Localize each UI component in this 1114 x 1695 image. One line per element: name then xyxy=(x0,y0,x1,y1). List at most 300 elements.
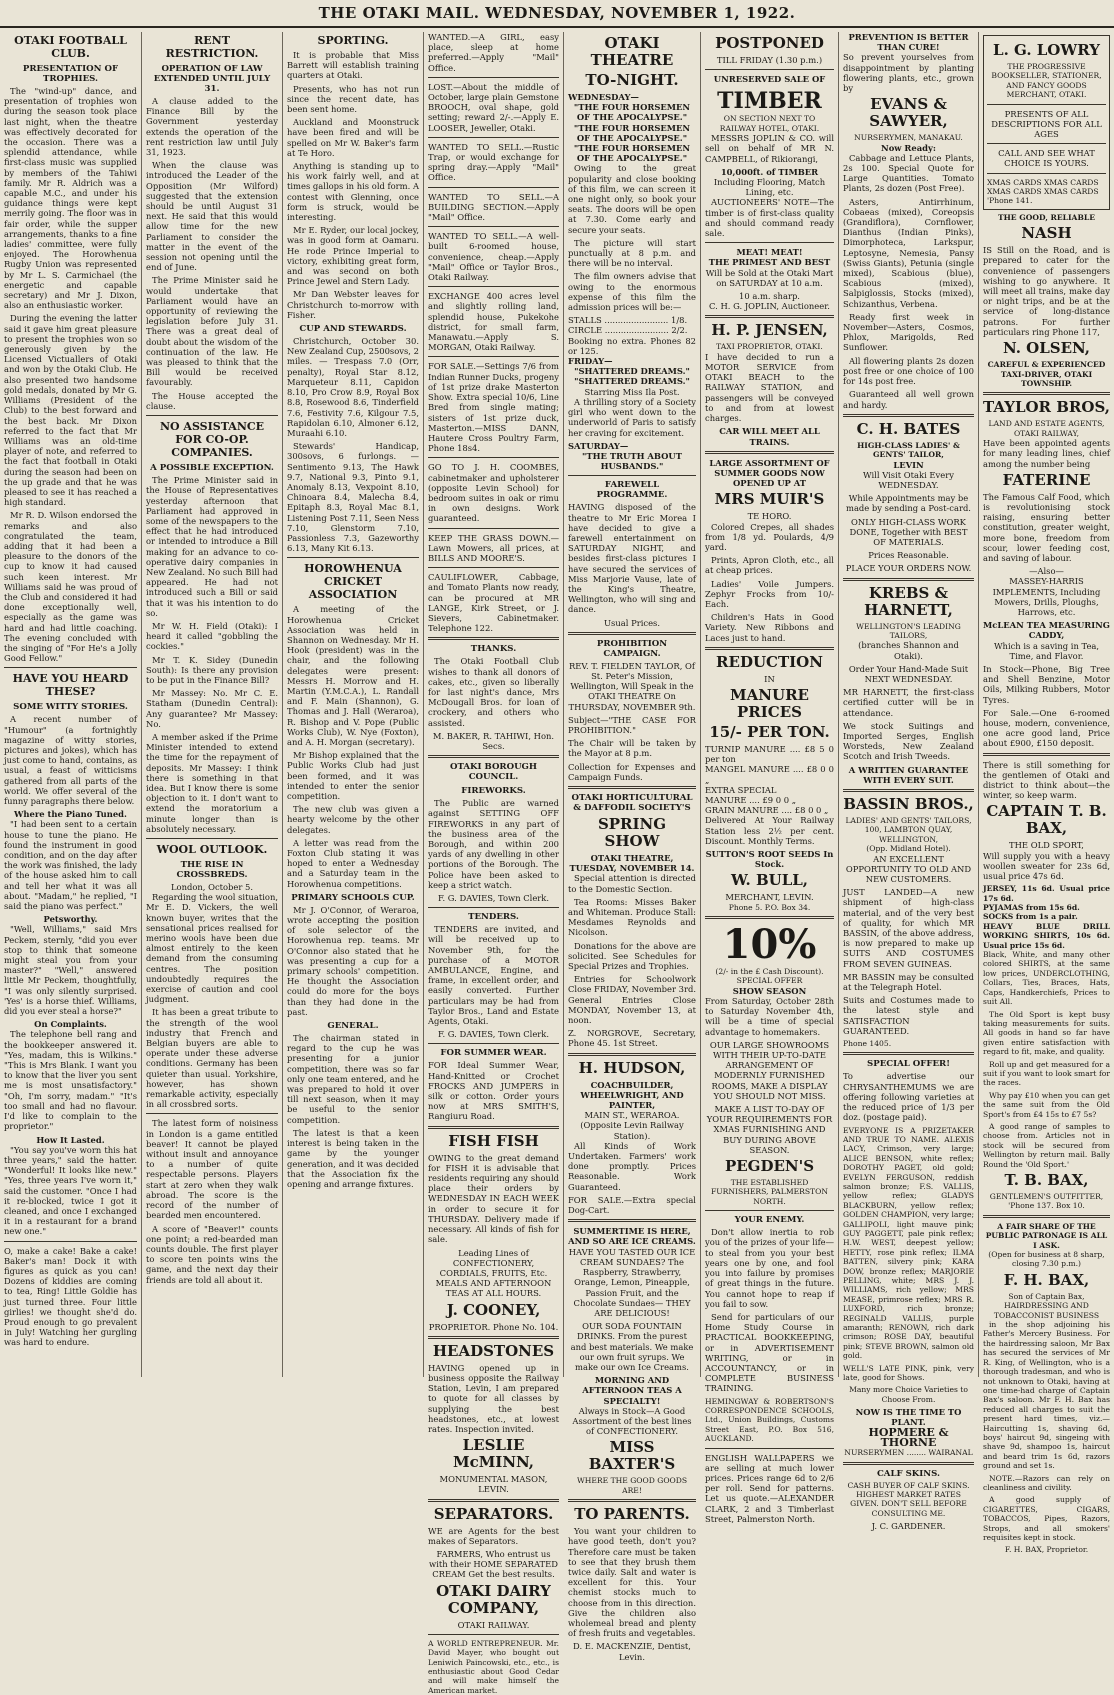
rent-paragraph: When the clause was introduced the Leader of the Opposition (Mr Wilford) suggested that the extension should be until August 31 next. He said that this would allow time for the new Parliament to consider the matter in the event of the session not opening until the end of June. xyxy=(146,160,278,273)
thanks-signature: M. BAKER, R. TAHIWI, Hon. Secs. xyxy=(432,730,555,751)
fhbax-subtitle: Son of Captain Bax, HAIRDRESSING AND TOBACCONIST BUSINESS xyxy=(993,1291,1100,1320)
dairy-subtitle: OTAKI RAILWAY. xyxy=(457,1619,530,1630)
fireworks-signature: F. G. DAVIES, Town Clerk. xyxy=(437,893,550,904)
tenders-heading: TENDERS. xyxy=(468,912,519,923)
complaints-paragraph: The telephone bell rang and the bookkeeper answered it. "Yes, madam, this is Wilkins." "This is Mrs Blank. I want you to know that the liver you sent me is most unsatisfactory." "Oh, I'm sorry, madam." "It's too small and had no flavour. I'd like to complain to the proprietor." xyxy=(4,1029,137,1132)
general-paragraph: The latest is that a keen interest is being taken in the game by the younger generation, and it was decided that the Association fix the opening and arrange fixtures. xyxy=(287,1127,419,1189)
show-paragraph: Entries for Schoolwork Close FRIDAY, November 3rd. General Entries Close MONDAY, November 13, at noon. xyxy=(568,974,697,1026)
bull-name: W. BULL, xyxy=(730,871,809,890)
primary-paragraph: Mr J. O'Connor, of Weraroa, wrote accepting the position of sole selector of the Horowhenua rep. teams. Mr O'Connor also stated that he was presenting a cup for a primary schools' competition. He thought the Association could do more for the boys than they had done in the past. xyxy=(287,904,419,1017)
friday-star: Starring Miss Ila Post. xyxy=(584,386,680,397)
theatre-heading: OTAKI THEATRE xyxy=(590,34,674,69)
coop-paragraph: Mr W. H. Field (Otaki): I heard it called "gobbling the cockies." xyxy=(146,620,278,652)
column-7 xyxy=(838,32,978,1532)
faterine-paragraph: The Famous Calf Food, which is revolutionising stock raising, ensuring better constitution, greater weight, more bone, freedom from scour, lower feeding cost, and saving of labour. xyxy=(983,491,1110,563)
classified-ad: EXCHANGE 400 acres level and slightly rolling land, splendid house, Pukekohe district, for small farm, Manawatu.—Apply S. MORGAN, Otaki Railway. xyxy=(428,291,559,353)
theatre-paragraph: The picture will start punctually at 8 p.m. and there will be no interval. xyxy=(568,237,696,269)
separators-heading: SEPARATORS. xyxy=(433,1504,554,1523)
column-3 xyxy=(282,32,423,1377)
wells-paragraph: WELL'S LATE PINK, pink, very late, good for Shows. xyxy=(843,1363,974,1383)
divider xyxy=(428,1126,559,1129)
show-heading: OTAKI HORTICULTURAL & DAFFODIL SOCIETY'S xyxy=(571,792,693,813)
cricket-paragraph: A meeting of the Horowhenua Cricket Association was held in Shannon on Wednesday. Mr H. Hook (president) was in the chair, and the following delegates were present: Messrs H. Morrow and H. Martin (Y.M.C.A.), L. Randall and F. Main (Shannon), G. Thomas and J. Hall (Weraroa), R. Bishop and V. Pope (Public Works Club), W. Nye (Foxton), and A. H. Morgan (secretary). xyxy=(287,604,419,747)
farewell-heading: FAREWELL PROGRAMME. xyxy=(596,480,668,501)
bloom-paragraph: Ready first week in November—Asters, Cosmos, Phlox, Marigolds, Red Sunflower. xyxy=(843,311,974,353)
cup-subhead: CUP AND STEWARDS. xyxy=(299,324,407,335)
spring-show-title: SPRING SHOW xyxy=(597,814,667,850)
lowry-ad xyxy=(983,35,1110,210)
lowry-subtitle: THE PROGRESSIVE BOOKSELLER, STATIONER, AND FANCY GOODS MERCHANT, OTAKI. xyxy=(991,62,1102,100)
rent-subhead: OPERATION OF LAW EXTENDED UNTIL JULY 31. xyxy=(153,64,271,94)
instock-paragraph: In Stock—Phone, Big Tree and Shell Benzine, Motor Oils, Milking Rubbers, Motor Tyres. xyxy=(983,663,1110,705)
divider xyxy=(146,415,278,416)
fhbax-paragraph: in the shop adjoining his Father's Mercery Business. For the hairdressing saloon, Mr Bax has secured the services of Mr R. King, of Wellington, who is a thorough tradesman, and who is not unknown to Otaki, having at one time-had charge of Captain Bax's saloon. Mr F. H. Bax has reduced all charges to suit the present hard times, viz.—Haircutting 1s, shaving 6d, boys' haircut 9d, singeing with shave 9d, shampoo 1s, haircut and beard trim 1s 6d, razors ground and set 1s. xyxy=(983,1320,1110,1471)
coop-paragraph: The Prime Minister said in the House of Representatives yesterday afternoon that Parliament had approved in some of the newspapers to the effect that he had introduced or intended to introduce a Bill making for an advance to co-operative dairy companies in New Zealand. No such Bill had appeared. He had not introduced such a Bill or said that it was his intention to do so. xyxy=(146,475,278,618)
hemingway-paragraph: Send for particulars of our Home Study Course in PRACTICAL BOOKKEEPING, or in ADVERTISEMENT WRITING, or in ACCOUNTANCY, or in COMPLETE BUSINESS TRAINING. xyxy=(705,1311,834,1394)
timber-includes: Including Flooring, Match Lining, etc. xyxy=(713,177,826,198)
divider xyxy=(568,786,696,789)
cricket-paragraph: A letter was read from the Foxton Club stating it was hoped to enter a Wednesday and a Saturday team in the Horowhenua competitions. xyxy=(287,837,419,889)
column-6 xyxy=(700,32,838,1524)
krebs-subtitle: WELLINGTON'S LEADING TAILORS, xyxy=(856,621,961,640)
show-when: OTAKI THEATRE, TUESDAY, NOVEMBER 14. xyxy=(569,852,695,874)
bassin-subtitle: LADIES' AND GENTS' TAILORS, 100, LAMBTON QUAY, WELLINGTON, xyxy=(845,816,972,844)
krebs-paragraph: We stock Suitings and Imported Serges, English Worsteds, New Zealand Scotch and Irish Tweeds. xyxy=(843,720,974,762)
muir-paragraph: Colored Crepes, all shades from 1/8 yd. Poulards, 4/9 yard. xyxy=(705,521,834,552)
prohibition-collection: Collection for Expenses and Campaign Funds. xyxy=(568,761,696,782)
rent-paragraph: The House accepted the clause. xyxy=(146,390,278,411)
pyjamas-line: PYJAMAS from 15s 6d. xyxy=(983,903,1080,913)
coop-headline: NO ASSISTANCE FOR CO-OP. COMPANIES. xyxy=(159,420,265,460)
divider xyxy=(428,1634,559,1635)
manure-price-row: TURNIP MANURE .... £8 5 0 per ton xyxy=(705,743,834,765)
coop-paragraph: Mr Massey: No. Mr C. E. Statham (Dunedin Central): Any guarantee? Mr Massey: No. xyxy=(146,688,278,729)
summer-heading: FOR SUMMER WEAR. xyxy=(440,1048,547,1059)
hopmere-subtitle: NURSERYMEN ........ WAIRANAL xyxy=(844,1448,973,1458)
borough-heading: OTAKI BOROUGH COUNCIL. xyxy=(449,762,538,783)
oldsport-paragraph: The Old Sport is kept busy taking measurements for suits. All goods in hand so far have given entire satisfaction with regard to fit, make, and quality. xyxy=(983,1009,1110,1057)
captain-paragraph: Will supply you with a heavy woollen sweater for 23s 6d, usual price 47s 6d. xyxy=(983,850,1110,882)
krebs-paragraph: MR HARNETT, the first-class certified cutter will be in attendance. xyxy=(843,687,974,718)
divider xyxy=(983,392,1110,395)
friday-feature: "SHATTERED DREAMS." xyxy=(574,376,690,387)
wool-dateline: London, October 5. xyxy=(170,882,254,892)
classified-ad: FOR SALE.—Settings 7/6 from Indian Runner Ducks, progeny of 1st prize drake Masterton Show. Extra special 10/6, Line Bred from single mating; sisters of 1st prize duck, Masterton.—MISS DANN, Hautere Cross Poultry Farm, Phone 18s4. xyxy=(428,361,559,454)
manure-price-row: EXTRA SPECIAL xyxy=(705,784,777,795)
column-4 xyxy=(423,32,563,1695)
divider xyxy=(983,1215,1110,1218)
column-5 xyxy=(563,32,700,1662)
olsen-subtitle: CAREFUL & EXPERIENCED TAXI-DRIVER, OTAKI TOWNSHIP. xyxy=(987,360,1106,388)
divider xyxy=(428,187,559,188)
bassin-name: BASSIN BROS., xyxy=(843,795,974,813)
divider xyxy=(843,1052,974,1055)
divider xyxy=(4,1241,137,1242)
flowers-paragraph: Asters, Antirrhinum, Cobaeas (mixed), Coreopsis (Grandiflora), Cornflower, Dianthus (Indian Pinks), Dimorphoteca, Larkspur, Leptosyne, Nemesia, Pansy (Swiss Giants), Petunia (single mixed), Scabious (blue), Scabious (mixed), Salpiglossis, Stocks (mixed), Schizanthus, Verbena. xyxy=(843,196,974,309)
pegden-name: PEGDEN'S xyxy=(724,1157,815,1176)
jensen-trains: CAR WILL MEET ALL TRAINS. xyxy=(719,426,820,447)
wool-paragraph: Regarding the wool situation, Mr E. D. Vickers, the well known buyer, writes that the sensational prices realised for merino wools have been due almost entirely to the keen demand from the consuming centres. The position undoubtedly requires the exercise of caution and cool judgment. xyxy=(146,892,278,1005)
primary-subhead: PRIMARY SCHOOLS CUP. xyxy=(291,892,415,903)
lowry-xmas: XMAS CARDS XMAS CARDS xyxy=(987,187,1099,197)
tbbax-subtitle: GENTLEMEN'S OUTFITTER, 'Phone 137. Box 10. xyxy=(989,1192,1104,1211)
column-2 xyxy=(141,32,282,1377)
divider xyxy=(705,69,834,70)
divider xyxy=(987,143,1106,144)
prime-paragraph: Will be Sold at the Otaki Mart on SATURDAY at 10 a.m. xyxy=(705,267,834,288)
friday-paragraph: A thrilling story of a Society girl who went down to the underworld of Paris to satisfy her craving for excitement. xyxy=(568,396,696,438)
football-paragraph: The "wind-up" dance, and presentation of trophies won during the season took place last night, when the theatre was effectively decorated for the occasion. There was a splendid attendance, while first-class music was supplied by members of the Tahiwi family. Mr R. Aldrich was a capable M.C., and under his guidance things were kept merrily going. The floor was in fair order, while the supper arrangements, thanks to a fine ladies' committee, were fully enjoyed. The Horowhenua Rugby Union was represented by Mr L. S. Carmichael (the energetic and capable secretary) and Mr J. Dixon, also an enthusiastic worker. xyxy=(4,86,137,311)
divider xyxy=(705,315,834,318)
hudson-name: H. HUDSON, xyxy=(578,1058,686,1077)
classified-ad: KEEP THE GRASS DOWN.—Lawn Mowers, all prices, at BILLS AND MOORE'S. xyxy=(428,532,559,563)
cooney-name: J. COONEY, xyxy=(446,1300,541,1319)
ten-percent: 10% xyxy=(722,921,817,968)
divider xyxy=(843,1462,974,1465)
fhbax-signature: F. H. BAX, Proprietor. xyxy=(1004,1545,1089,1555)
divider xyxy=(428,528,559,529)
lowry-xmas: XMAS CARDS XMAS CARDS xyxy=(987,177,1099,187)
wednesday-label: WEDNESDAY— xyxy=(568,92,639,102)
tenders-signature: F. G. DAVIES, Town Clerk. xyxy=(437,1029,550,1040)
bloom-paragraph: All flowering plants 2s dozen post free or one choice of 100 for 14s post free. xyxy=(843,355,974,387)
show-paragraph: Tea Rooms: Misses Baker and Whiteman. Produce Stall: Mesdames Reynolds and Nicolson. xyxy=(568,896,696,938)
krebs-name: KREBS & HARNETT, xyxy=(864,583,953,619)
divider xyxy=(428,286,559,287)
fireworks-heading: FIREWORKS. xyxy=(461,786,526,797)
ten-percent-subtitle: (2/- in the £ Cash Discount). SPECIAL OFFER xyxy=(715,967,824,986)
show-dates: From Saturday, October 28th to Saturday November 4th, will be a time of special advantage to homemakers. xyxy=(705,996,834,1037)
always-paragraph: Always in Stock—A Good Assortment of the best lines of CONFECTIONERY. xyxy=(572,1405,692,1437)
saturday-label: SATURDAY— xyxy=(568,440,629,451)
jensen-paragraph: I have decided to run a MOTOR SERVICE from OTAKI BEACH to the RAILWAY STATION, and passengers will be conveyed to and from at lowest charges. xyxy=(705,351,834,424)
prime-heading: THE PRIMEST AND BEST xyxy=(708,257,831,268)
sporting-headline: SPORTING. xyxy=(317,34,389,47)
bassin-paragraph: AN EXCELLENT OPPORTUNITY TO OLD AND NEW CUSTOMERS. xyxy=(845,853,972,885)
bassin-paragraph: MR BASSIN may be consulted at the Telegraph Hotel. xyxy=(843,971,974,993)
rent-paragraph: The Prime Minister said he would undertake that Parliament would have an opportunity of reviewing the legislation before July 31. There was a great deal of doubt about the wisdom of the continuation of the law. He was pleased to think that the Bill would be received favourably. xyxy=(146,275,278,388)
wool-subhead: THE RISE IN CROSSBREDS. xyxy=(176,860,248,880)
wool-headline: WOOL OUTLOOK. xyxy=(156,843,268,856)
divider xyxy=(843,578,974,581)
in-word: IN xyxy=(764,673,775,684)
lowry-call: CALL AND SEE WHAT CHOICE IS YOURS. xyxy=(998,148,1095,169)
prevention-paragraph: So prevent yourselves from disappointment by planting flowering plants, etc., grown by xyxy=(843,52,974,94)
hudson-subtitle: COACHBUILDER, WHEELWRIGHT, AND PAINTER, xyxy=(580,1079,684,1111)
mclean-heading: McLEAN TEA MEASURING CADDY, xyxy=(983,620,1110,641)
parents-heading: TO PARENTS. xyxy=(574,1505,690,1524)
mcminn-name: LESLIE McMINN, xyxy=(452,1436,535,1472)
divider xyxy=(4,667,137,668)
sundaes-paragraph: HAVE YOU TASTED OUR ICE CREAM SUNDAES? The Raspberry, Strawberry, Orange, Lemon, Pineapple, Passion Fruit, and the Chocolate Sundaes— THEY ARE DELICIOUS! xyxy=(568,1246,696,1318)
dairy-name: OTAKI DAIRY COMPANY, xyxy=(436,1581,551,1617)
column-8 xyxy=(978,32,1114,1555)
classified-ad: WANTED.—A GIRL, easy place, sleep at home preferred.—Apply "Mail" Office. xyxy=(428,32,559,73)
piano-paragraph: "I had been sent to a certain house to tune the piano. He found the instrument in good condition, and on the day after the work was finished, the lady of the house asked him to call and tell her what it was all about. "Madam," he replied, "I said the piano was perfect." xyxy=(4,819,137,912)
divider xyxy=(428,637,559,640)
theatre-paragraph: Owing to the great popularity and close booking of this film, we can screen it one night only, so book your seats. The doors will be open at 7.30. Come early and secure your seats. xyxy=(568,163,696,235)
black-paragraph: Black, White, and many other colored SHIRTS, at the same low prices, UNDERCLOTHING, Collars, Ties, Braces, Hats, Caps, Handkerchiefs, Prices to suit All. xyxy=(983,950,1110,1007)
divider xyxy=(428,1499,559,1502)
also-label: —Also— xyxy=(1029,566,1064,577)
thanks-paragraph: The Otaki Football Club wishes to thank all donors of cakes, etc., given so liberally for last night's dance, Mrs McDougall Bros. for loan of crockery, and others who assisted. xyxy=(428,656,559,728)
sporting-paragraph: Mr Dan Webster leaves for Christchurch to-morrow with Fisher. xyxy=(287,289,419,320)
lasted-paragraph: "You say you've worn this hat three years," said the hatter. "Wonderful! It looks like new." "Yes, three years I've worn it," said the customer. "Once I had it re-blocked, twice I got it cleaned, and once I exchanged it in a restaurant for a brand new one." xyxy=(4,1144,137,1237)
written-guarantee: A WRITTEN GUARANTEE WITH EVERY SUIT. xyxy=(848,764,969,785)
divider xyxy=(428,1336,559,1339)
coop-paragraph: Mr T. K. Sidey (Dunedin South): Is there any provision to be put in the Finance Bill? xyxy=(146,654,278,685)
bates-levin: LEVIN xyxy=(893,459,924,470)
classified-ad: WANTED TO SELL.—A BUILDING SECTION.—Apply "Mail" Office. xyxy=(428,191,559,223)
pets-heading: Petsworthy. xyxy=(43,914,98,925)
evans-name: EVANS & SAWYER, xyxy=(869,95,948,131)
headstones-paragraph: HAVING opened up in business opposite the Railway Station, Levin, I am prepared to quote for all classes by supplying the best headstones, etc., at lowest rates. Inspection invited. xyxy=(428,1362,559,1434)
football-paragraph: During the evening the latter said it gave him great pleasure to present the trophies won so generously given by the Licensed Victuallers of Otaki and won by the Otaki Club. He also presented two handsome gold medals, donated by Mr G. Williams (President of the Club) to the best forward and the best back. Mr Dixon referred to the fact that Mr Williams was an old-time player of note, and referred to the fact that football in Otaki during the season had been on the up grade and that he was pleased to see it has reached a high standard. xyxy=(4,313,137,508)
friday-feature: "SHATTERED DREAMS." xyxy=(574,366,690,377)
parents-paragraph: You want your children to have good teeth, don't you? Therefore care must be taken to see that they brush them twice daily. Salt and water is excellent for this. Your chemist stocks much to choose from in this direction. Give the children also wholemeal bread and plenty of fresh fruits and vegetables. xyxy=(568,1526,696,1639)
cup-paragraph: Christchurch, October 30. New Zealand Cup, 2500sovs, 2 miles. — Trespass 7.0 (Orr, penalty), Royal Star 8.12, Marqueteur 8.11, Capidon 8.10, Pro Crow 8.9, Royal Box 8.8, Rosewood 8.6, Tinderfield 7.6, Festivity 7.6, Kilgour 7.5, Rapidolan 6.10, Almoner 6.12, Muraahi 6.10. xyxy=(287,336,419,438)
jersey-line: JERSEY, 11s 6d. Usual price 17s 6d. xyxy=(983,884,1110,903)
witty-subhead: SOME WITTY STORIES. xyxy=(13,702,128,713)
bassin-phone: Phone 1405. xyxy=(843,1039,892,1049)
divider xyxy=(568,632,696,635)
sporting-paragraph: Presents, who has not run since the recent date, has been sent home. xyxy=(287,83,419,115)
bates-paragraph: PLACE YOUR ORDERS NOW. xyxy=(845,563,972,574)
coop-paragraph: A member asked if the Prime Minister intended to extend the time for the repayment of deposits. Mr Massey: I think there is something in that idea. But I know there is some objection to it. I don't want to extend the moratorium a minute longer than is absolutely necessary. xyxy=(146,731,278,834)
manure-heading: MANURE PRICES xyxy=(730,685,809,721)
fountain-paragraph: OUR SODA FOUNTAIN DRINKS. From the purest and best materials. We make our own fruit syrups. We make our own Ice Creams. xyxy=(570,1321,694,1372)
massey-paragraph: MASSEY-HARRIS IMPLEMENTS, Including Mowers, Drills, Ploughs, Harrows, etc. xyxy=(992,576,1101,617)
taylor-paragraph: Have been appointed agents for many leading lines, chief among the number being xyxy=(983,438,1110,469)
general-subhead: GENERAL. xyxy=(327,1021,379,1032)
complaints-heading: On Complaints. xyxy=(34,1019,107,1030)
nash-heading: THE GOOD, RELIABLE xyxy=(997,212,1095,222)
taylor-name: TAYLOR BROS, xyxy=(983,398,1110,417)
divider xyxy=(428,77,559,78)
supply-paragraph: A good supply of CIGARETTES, CIGARS, TOBACCOS, Pipes, Razors, Strops, and all smokers' requisites kept in stock. xyxy=(983,1495,1110,1543)
bates-paragraph: Prices Reasonable. xyxy=(868,550,949,561)
bates-subtitle: HIGH-CLASS LADIES' & GENTS' TAILOR, xyxy=(857,440,960,460)
football-subhead: PRESENTATION OF TROPHIES. xyxy=(22,64,119,84)
headstones-heading: HEADSTONES xyxy=(432,1341,555,1360)
nash-name: NASH xyxy=(1021,224,1072,243)
something-paragraph: There is still something for the gentlemen of Otaki and district to think about—the winter, so keep warm. xyxy=(983,759,1110,801)
wallpapers-paragraph: ENGLISH WALLPAPERS we are selling at much lower prices. Prices range 6d to 2/6 per roll. Send for patterns. Let us quote.—ALEXANDER CLARK, 2 and 3 Timberlast Street, Palmerston North. xyxy=(705,1452,834,1524)
plant-now: NOW IS THE TIME TO PLANT. xyxy=(855,1407,962,1428)
pets-paragraph: "Well, Williams," said Mrs Peckem, sternly, "did you ever stop to think that someone might steal you from your master?" "Well," answered little Mr Peckem, thoughtfully, "I was only silently surprised. 'Yes' is a horse thief. Williams, did you ever steal a horse?" xyxy=(4,924,137,1017)
drill-line: HEAVY BLUE DRILL WORKING SHIRTS, 10s 6d. Usual price 15s 6d. xyxy=(983,921,1110,950)
divider xyxy=(428,567,559,568)
chrysanthemum-list: EVERYONE IS A PRIZETAKER AND TRUE TO NAME. ALEXIS LACY, Crimson, very large; ALICE BENSON, white reflex; DOROTHY PAGET, old gold; EVELYN FERGUSON, reddish salmon bronze; F.S. VALLIS, yellow reflex; GLADYS BLACKBURN, yellow reflex; GOLDEN CHAMPION, very large; GALLIPOLI, light mauve pink; GUY PAGGETT, pale pink reflex; H.W. WEST, deepest yellow; HETTY, rose pink reflex; ILMA BATTEN, silvery pink; KARA DOW, bronze reflex; MARJORIE PELLING, white; MRS J. J. WILLIAMS, rich yellow; MRS MEASE, primrose reflex; MRS R. LUXFORD, rich bronze; REGINALD VALLIS, purple amaranth; RENOWN, rich dark crimson; ROSE DAY, beautiful pink; STEVE BROWN, salmon old gold. xyxy=(843,1125,974,1361)
summer-paragraph: FOR Ideal Summer Wear, Hand-Knitted or Crochet FROCKS AND JUMPERS in silk or cotton. Order yours now at MRS SMITH'S, Rangiuru Road. xyxy=(428,1060,559,1122)
meat-heading: MEAT! MEAT! xyxy=(736,247,803,258)
tenders-paragraph: TENDERS are invited, and will be received up to November 9th, for the purchase of a MOTOR AMBULANCE, Engine, and frame, in excellent order, and easily converted. Further particulars may be had from Taylor Bros., Land and Estate Agents, Otaki. xyxy=(428,924,559,1027)
hudson-address: MAIN ST., WERAROA. (Opposite Levin Railway Station). xyxy=(580,1110,684,1141)
divider xyxy=(983,753,1110,756)
prohibition-paragraph: REV. T. FIELDEN TAYLOR, Of St. Peter's Mission, Wellington, Will Speak in the OTAKI THEATRE On THURSDAY, NOVEMBER 9th. xyxy=(568,660,696,712)
bassin-paragraph: JUST LANDED—A new shipment of high-class material, and of the very best of quality, for which MR BASSIN, of the above address, is now prepared to make up SUITS AND COSTUMES FROM SEVEN GUINEAS. xyxy=(843,887,974,969)
fish-heading: FISH FISH xyxy=(448,1131,539,1150)
baxter-subtitle: WHERE THE GOOD GOODS ARE! xyxy=(576,1476,688,1495)
hopmere-name: HOPMERE & THORNE xyxy=(868,1425,949,1449)
morning-teas: MORNING AND AFTERNOON TEAS A SPECIALTY! xyxy=(582,1375,682,1406)
evans-subtitle: NURSERYMEN, MANAKAU. xyxy=(854,133,963,143)
wool-paragraph: The latest form of noisiness in London is a game entitled beaver! It cannot be played without insult and annoyance to a number of quite respectable persons. Players start at zero when they walk abroad. The score is the record of the number of bearded men encountered. xyxy=(146,1118,278,1221)
postponed-heading: POSTPONED xyxy=(715,34,824,52)
jensen-name: H. P. JENSEN, xyxy=(711,321,828,340)
witty-headline: HAVE YOU HEARD THESE? xyxy=(12,672,129,699)
show-season: SHOW SEASON xyxy=(732,985,807,996)
fish-paragraph: OWING to the great demand for FISH it is advisable that residents requiring any should place their orders by WEDNESDAY IN EACH WEEK in order to secure it for THURSDAY. Delivery made if necessary. All kinds of fish for sale. xyxy=(428,1152,559,1245)
stalls-price: STALLS ........................ 1/8. xyxy=(568,315,688,326)
olsen-name: N. OLSEN, xyxy=(1002,339,1091,358)
piano-heading: Where the Piano Tuned. xyxy=(14,809,127,820)
sporting-paragraph: Mr E. Ryder, our local jockey, was in good form at Oamaru. He rode Prince Imperial to victory, exhibiting great form, and was second on both Prince Jewel and Stern Lady. xyxy=(287,225,419,287)
masthead: THE OTAKI MAIL. WEDNESDAY, NOVEMBER 1, 1922. xyxy=(0,4,1114,28)
divider xyxy=(705,1210,834,1211)
pegden-subtitle: THE ESTABLISHED FURNISHERS, PALMERSTON NORTH. xyxy=(711,1178,828,1206)
thanks-heading: THANKS. xyxy=(470,644,517,655)
farewell-paragraph: HAVING disposed of the theatre to Mr Eric Morea I have decided to give a farewell entertainment on SATURDAY NIGHT, and besides first-class pictures I have secured the services of Miss Marjorie Vause, late of the King's Theatre, Wellington, who will sing and dance. xyxy=(568,502,696,615)
classified-ad: WANTED TO SELL.—Rustic Trap, or would exchange for spring dray.—Apply "Mail" Office. xyxy=(428,141,559,183)
saturday-feature: "THE TRUTH ABOUT HUSBANDS." xyxy=(582,450,682,472)
football-paragraph: Mr R. D. Wilson endorsed the remarks and also congratulated the team, adding that it had been a pleasure to the donors of the cup to know it had caused such keen interest. Mr Williams said he was proud of the Club and considered it had done exceptionally well, especially as the game was hard and had little coaching. The evening concluded with the singing of "For He's a Jolly Good Fellow." xyxy=(4,510,137,664)
lowry-presents: PRESENTS OF ALL DESCRIPTIONS FOR ALL AGES xyxy=(991,108,1102,140)
cabbage-paragraph: Cabbage and Lettuce Plants, 2s 100. Special Quote for Large Quantities. Tomato Plants, 2s dozen (Post Free). xyxy=(843,152,974,194)
taylor-subtitle: LAND AND ESTATE AGENTS, OTAKI RAILWAY, xyxy=(988,419,1105,438)
tbbax-name: T. B. BAX, xyxy=(1004,1171,1089,1190)
bates-paragraph: ONLY HIGH-CLASS WORK DONE, Together with BEST OF MATERIALS. xyxy=(849,516,968,547)
sutton-seeds: SUTTON'S ROOT SEEDS In Stock. xyxy=(705,848,834,870)
auctioneers-note: AUCTIONEERS' NOTE—The timber is of first-class quality and should command ready sale. xyxy=(705,197,834,239)
friday-label: FRIDAY— xyxy=(568,356,613,367)
mclean-paragraph: Which is a saving in Tea, Time, and Flavor. xyxy=(993,640,1100,661)
now-ready: Now Ready: xyxy=(881,142,936,153)
per-ton: 15/- PER TON. xyxy=(709,722,830,741)
divider xyxy=(428,907,559,908)
show-paragraph: Special attention is directed to the Domestic Section. xyxy=(568,873,696,894)
muir-paragraph: Prints, Apron Cloth, etc., all at cheap prices. xyxy=(705,555,834,576)
showrooms-paragraph: OUR LARGE SHOWROOMS WITH THEIR UP-TO-DATE ARRANGEMENT OF MODERNLY FURNISHED ROOMS, MAKE A DISPLAY YOU SHOULD NOT MISS. xyxy=(709,1039,830,1101)
booking-note: Booking no extra. Phones 82 or 125. xyxy=(568,335,696,356)
prohibition-heading: PROHIBITION CAMPAIGN. xyxy=(596,638,668,659)
divider xyxy=(987,173,1106,174)
jensen-subtitle: TAXI PROPRIETOR, OTAKI. xyxy=(716,342,823,352)
rent-headline: RENT RESTRICTION. xyxy=(165,34,259,60)
wool-paragraph: It has been a great tribute to the strength of the wool industry that French and Belgian buyers are able to operate under these adverse conditions. Germany has been quieter than usual. Yorkshire, however, has shown remarkable activity, especially in all crossbred sorts. xyxy=(146,1007,278,1110)
divider xyxy=(428,755,559,758)
joplin-signature: C. H. G. JOPLIN, Auctioneer. xyxy=(709,301,830,312)
reduction-heading: REDUCTION xyxy=(716,652,823,671)
muir-name: MRS MUIR'S xyxy=(714,490,825,509)
manure-price-row: GRAIN MANURE .... £8 0 0 „ xyxy=(705,805,829,816)
delivered-note: Delivered At Your Railway Station less 2½ per cent. Discount. Monthly Terms. xyxy=(705,815,834,846)
bates-paragraph: Will Visit Otaki Every WEDNESDAY. xyxy=(863,469,954,490)
bates-name: C. H. BATES xyxy=(856,419,961,438)
calf-heading: CALF SKINS. xyxy=(876,1468,941,1479)
captain-subtitle: THE OLD SPORT, xyxy=(1009,840,1084,851)
faterine-name: FATERINE xyxy=(1002,470,1091,489)
norgrove-signature: Z. NORGROVE, Secretary, Phone 45. 1st Street. xyxy=(568,1028,696,1049)
special-offer-heading: SPECIAL OFFER! xyxy=(867,1059,950,1070)
sporting-paragraph: Anything is standing up to his work fairly well, and at times gallops in his old form. A contest with Glenning, once form is struck, would be interesting. xyxy=(287,161,419,223)
cricket-paragraph: Mr Bishop explained that the Public Works Club had just been formed, and it was intended to enter the senior competition. xyxy=(287,750,419,801)
dairy-list: FARMERS, Who entrust us with their HOME SEPARATED CREAM Get the best results. xyxy=(429,1548,558,1580)
roll-paragraph: Roll up and get measured for a suit if you want to look smart for the races. xyxy=(983,1059,1110,1088)
timber-heading: TIMBER xyxy=(717,88,822,115)
range-paragraph: A good range of samples to choose from. Articles not in stock will be secured from Wellington by return mail. Bally Round the 'Old Sport.' xyxy=(983,1121,1110,1169)
manure-price-row: MANURE .... £9 0 0 „ xyxy=(705,794,797,805)
bull-phone: Phone 5. P.O. Box 34. xyxy=(728,902,811,912)
krebs-paragraph: (branches Shannon and Otaki). xyxy=(858,640,959,661)
calf-signature: J. C. GARDENER. xyxy=(871,1521,946,1532)
unreserved-label: UNRESERVED SALE OF xyxy=(713,74,826,85)
football-headline: OTAKI FOOTBALL CLUB. xyxy=(14,34,127,60)
bassin-paragraph: Suits and Costumes made to the latest style and SATISFACTION GUARANTEED. xyxy=(843,995,974,1036)
divider xyxy=(428,1043,559,1044)
fhbax-name: F. H. BAX, xyxy=(1003,1270,1090,1289)
why-paragraph: Why pay £10 when you can get the same suit from the Old Sport's from £4 15s to £7 5s? xyxy=(983,1090,1110,1119)
divider xyxy=(705,647,834,650)
entrepreneur-paragraph: A WORLD ENTREPRENEUR. Mr. David Mayer, who bought out Leniwich Paincowski, etc., etc., is enthusiastic about Good Cedar and will make himself the American market. xyxy=(428,1638,559,1695)
divider xyxy=(705,451,834,454)
timber-where: ON SECTION NEXT TO RAILWAY HOTEL, OTAKI. xyxy=(719,114,820,133)
divider xyxy=(428,356,559,357)
mcminn-subtitle: MONUMENTAL MASON, LEVIN. xyxy=(439,1474,548,1495)
wednesday-feature: "THE FOUR HORSEMEN OF THE APOCALYPSE." xyxy=(573,143,691,164)
enemy-heading: YOUR ENEMY. xyxy=(734,1215,805,1226)
bull-subtitle: MERCHANT, LEVIN. xyxy=(725,892,814,903)
circle-price: CIRCLE ........................ 2/2. xyxy=(568,325,688,336)
divider xyxy=(705,242,834,243)
fair-share: A FAIR SHARE OF THE PUBLIC PATRONAGE IS ALL I ASK. xyxy=(985,1221,1108,1250)
divider xyxy=(568,1219,696,1222)
divider xyxy=(428,137,559,138)
muir-paragraph: Ladies' Voile Jumpers. Zephyr Frocks from 10/- Each. xyxy=(705,578,834,609)
captain-name: CAPTAIN T. B. BAX, xyxy=(986,802,1107,838)
general-paragraph: The chairman stated in regard to the cup he was presenting for a junior competition, there was so far only one team entered, and he was prepared to hold it over till next season, when it may be useful to the senior competition. xyxy=(287,1033,419,1125)
sporting-paragraph: Auckland and Moonstruck have been fired and will be spelled on Mr W. Baker's farm at Te Horo. xyxy=(287,117,419,158)
prevention-heading: PREVENTION IS BETTER THAN CURE! xyxy=(848,32,969,53)
divider xyxy=(568,1499,696,1502)
postponed-till: TILL FRIDAY (1.30 p.m.) xyxy=(716,55,823,65)
make-list-paragraph: MAKE A LIST TO-DAY OF YOUR REQUIREMENTS FOR XMAS FURNISHING AND BUY DURING ABOVE SEASON. xyxy=(706,1104,833,1155)
cricket-paragraph: The new club was given a hearty welcome by the other delegates. xyxy=(287,804,419,835)
coop-subhead: A POSSIBLE EXCEPTION. xyxy=(150,463,274,474)
guaranteed-paragraph: Guaranteed all well grown and hardy. xyxy=(843,389,974,410)
prohibition-subject: Subject—"THE CASE FOR PROHIBITION." xyxy=(568,714,696,735)
baxter-name: MISS BAXTER'S xyxy=(588,1438,676,1474)
manure-price-row: MANGEL MANURE .... £8 0 0 „ xyxy=(705,764,834,785)
divider xyxy=(843,414,974,417)
witty-paragraph: A recent number of "Humour" (a fortnightly magazine of witty stories, pictures and jokes), which has just come to hand, contains, as usual, a feast of witticisms gathered from all parts of the world. We offer several of the funny paragraphs there below. xyxy=(4,714,137,806)
show-paragraph: Donations for the above are solicited. See Schedules for Special Prizes and Trophies. xyxy=(568,940,696,972)
hudson-paragraph: All Kinds of Work Undertaken. Farmers' work done promptly. Prices Reasonable. Work Guaranteed. xyxy=(568,1140,696,1192)
sporting-paragraph: It is probable that Miss Barrett will establish training quarters at Otaki. xyxy=(287,50,419,81)
lowry-phone: 'Phone 141. xyxy=(987,196,1033,206)
cricket-headline: HOROWHENUA CRICKET ASSOCIATION xyxy=(304,562,402,602)
enemy-paragraph: Don't allow inertia to rob you of the prizes of your life—to steal from you your best years one by one, and fool you into failure by promises of great things in the future. You cannot hope to reap if you fail to sow. xyxy=(705,1227,834,1309)
muir-paragraph: Children's Hats in Good Variety. New Ribbons and Laces just to hand. xyxy=(705,612,834,643)
ice-cream-heading: SUMMERTIME IS HERE, AND SO ARE ICE CREAMS. xyxy=(568,1226,696,1247)
special-offer-paragraph: To advertise our CHRYSANTHEMUMS we are offering following varieties at the reduced price of 1/3 per doz. (postage paid). xyxy=(843,1071,974,1123)
divider xyxy=(705,916,834,919)
fireworks-paragraph: The Public are warned against SETTING OFF FIREWORKS in any part of the business area of the Borough, and within 200 yards of any dwelling in other portions of the Borough. The Police have been asked to keep a strict watch. xyxy=(428,798,559,890)
bassin-opp: (Opp. Midland Hotel). xyxy=(866,844,951,854)
divider xyxy=(428,226,559,227)
divider xyxy=(705,1448,834,1449)
timber-quantity: 10,000ft. of TIMBER xyxy=(720,166,819,177)
